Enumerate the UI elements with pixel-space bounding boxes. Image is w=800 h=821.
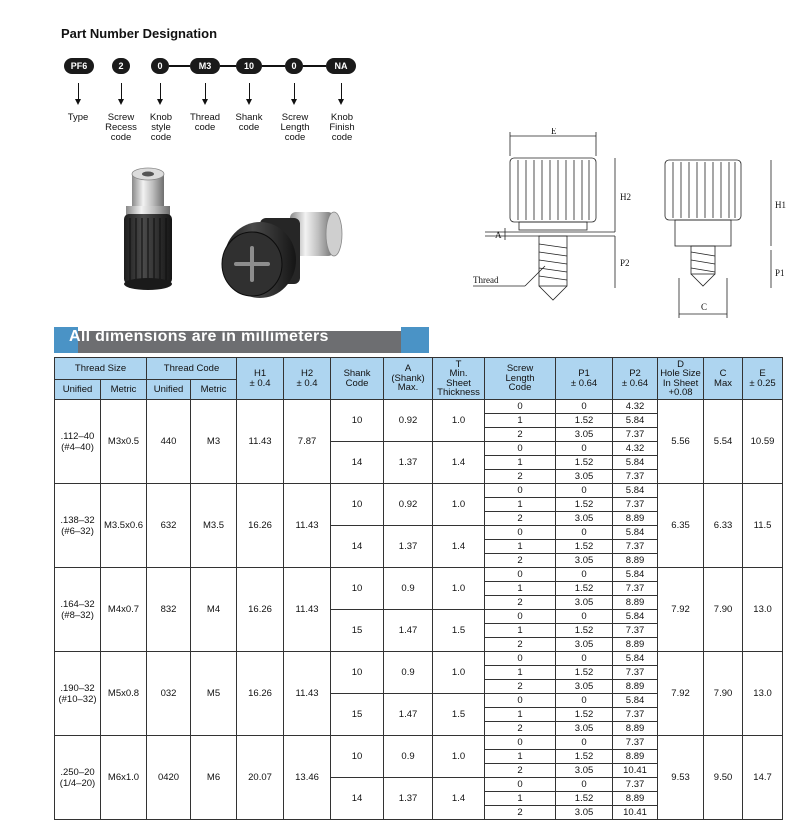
table-row: [55, 484, 783, 498]
cell-p2: 7.37: [613, 666, 658, 680]
cell-c: 9.50: [704, 736, 743, 820]
cell-t: 1.4: [433, 442, 485, 484]
cell-p2: 10.41: [613, 806, 658, 820]
code-pill: 0: [151, 58, 169, 74]
cell-p2: 5.84: [613, 456, 658, 470]
cell-p2: 7.37: [613, 498, 658, 512]
cell-p1: 1.52: [556, 708, 613, 722]
cell-metric: M3.5x0.6: [101, 484, 147, 568]
cell-screw-length: 1: [485, 666, 556, 680]
cell-a: 1.37: [384, 526, 433, 568]
cell-screw-length: 0: [485, 652, 556, 666]
down-arrow-icon: [160, 83, 161, 101]
cell-p2: 4.32: [613, 400, 658, 414]
cell-c: 6.33: [704, 484, 743, 568]
cell-a: 1.37: [384, 442, 433, 484]
cell-e: 13.0: [743, 568, 783, 652]
fastener-photo-standing: [124, 168, 172, 290]
cell-a: 0.92: [384, 484, 433, 526]
cell-p1: 3.05: [556, 554, 613, 568]
cell-h2: 11.43: [284, 484, 331, 568]
cell-screw-length: 1: [485, 414, 556, 428]
cell-p1: 3.05: [556, 512, 613, 526]
cell-screw-length: 2: [485, 512, 556, 526]
cell-p1: 0: [556, 442, 613, 456]
cell-c: 7.90: [704, 652, 743, 736]
label-thread: Thread: [473, 275, 499, 285]
cell-thread-code-unified: 032: [147, 652, 191, 736]
cell-p2: 5.84: [613, 694, 658, 708]
banner-text: All dimensions are in millimeters: [69, 328, 329, 345]
cell-e: 10.59: [743, 400, 783, 484]
cell-screw-length: 1: [485, 708, 556, 722]
code-pill: 0: [285, 58, 303, 74]
cell-h1: 11.43: [237, 400, 284, 484]
cell-p1: 0: [556, 652, 613, 666]
cell-p2: 7.37: [613, 582, 658, 596]
header-a: A (Shank) Max.: [384, 358, 433, 400]
label-h1: H1: [775, 200, 786, 210]
cell-p2: 7.37: [613, 778, 658, 792]
cell-thread-code-metric: M3: [191, 400, 237, 484]
cell-h1: 16.26: [237, 568, 284, 652]
cell-shank-code: 10: [331, 568, 384, 610]
cell-thread-code-metric: M4: [191, 568, 237, 652]
cell-screw-length: 2: [485, 764, 556, 778]
cell-h2: 13.46: [284, 736, 331, 820]
part-number-title: Part Number Designation: [61, 26, 218, 41]
header-unified: Unified: [55, 380, 101, 400]
cell-a: 1.47: [384, 610, 433, 652]
code-label: Knob Finish code: [329, 112, 355, 143]
cell-e: 14.7: [743, 736, 783, 820]
cell-p1: 0: [556, 610, 613, 624]
cell-t: 1.0: [433, 652, 485, 694]
cell-screw-length: 0: [485, 526, 556, 540]
cell-screw-length: 1: [485, 456, 556, 470]
cell-a: 0.9: [384, 652, 433, 694]
cell-d: 5.56: [658, 400, 704, 484]
cell-p2: 4.32: [613, 442, 658, 456]
cell-e: 13.0: [743, 652, 783, 736]
code-label: Knob style code: [149, 112, 173, 143]
cell-p1: 0: [556, 694, 613, 708]
cell-p2: 8.89: [613, 722, 658, 736]
cell-p2: 5.84: [613, 526, 658, 540]
cell-p1: 3.05: [556, 764, 613, 778]
cell-screw-length: 0: [485, 484, 556, 498]
cell-screw-length: 1: [485, 624, 556, 638]
label-a: A: [495, 230, 502, 240]
cell-d: 6.35: [658, 484, 704, 568]
cell-metric: M4x0.7: [101, 568, 147, 652]
cell-screw-length: 0: [485, 610, 556, 624]
cell-metric: M3x0.5: [101, 400, 147, 484]
down-arrow-icon: [294, 83, 295, 101]
cell-screw-length: 2: [485, 722, 556, 736]
cell-p1: 3.05: [556, 470, 613, 484]
cell-shank-code: 14: [331, 442, 384, 484]
cell-p1: 0: [556, 400, 613, 414]
down-arrow-icon: [249, 83, 250, 101]
cell-t: 1.5: [433, 694, 485, 736]
cell-t: 1.0: [433, 484, 485, 526]
cell-screw-length: 0: [485, 568, 556, 582]
cell-p2: 10.41: [613, 764, 658, 778]
cell-screw-length: 1: [485, 582, 556, 596]
cell-h2: 11.43: [284, 652, 331, 736]
cell-p1: 3.05: [556, 638, 613, 652]
cell-p2: 7.37: [613, 624, 658, 638]
code-separator: [303, 65, 326, 67]
header-p2: P2 ± 0.64: [613, 358, 658, 400]
cell-p2: 5.84: [613, 568, 658, 582]
cell-p1: 0: [556, 526, 613, 540]
cell-p1: 3.05: [556, 722, 613, 736]
down-arrow-icon: [78, 83, 79, 101]
cell-screw-length: 0: [485, 400, 556, 414]
cell-p2: 7.37: [613, 470, 658, 484]
cell-metric: M5x0.8: [101, 652, 147, 736]
cell-screw-length: 2: [485, 806, 556, 820]
code-label: Shank code: [235, 112, 263, 133]
header-h2: H2 ± 0.4: [284, 358, 331, 400]
cell-screw-length: 1: [485, 498, 556, 512]
cell-p2: 7.37: [613, 736, 658, 750]
dimension-table: [54, 357, 783, 820]
header-code-metric: Metric: [191, 380, 237, 400]
cell-unified: .250–20 (1/4–20): [55, 736, 101, 820]
cell-p2: 5.84: [613, 414, 658, 428]
header-h1: H1 ± 0.4: [237, 358, 284, 400]
header-c: C Max: [704, 358, 743, 400]
cell-shank-code: 10: [331, 400, 384, 442]
cell-e: 11.5: [743, 484, 783, 568]
cell-t: 1.4: [433, 526, 485, 568]
cell-h1: 20.07: [237, 736, 284, 820]
cell-screw-length: 1: [485, 792, 556, 806]
cell-thread-code-unified: 632: [147, 484, 191, 568]
cell-p1: 3.05: [556, 806, 613, 820]
cell-p2: 5.84: [613, 610, 658, 624]
cell-p2: 8.89: [613, 554, 658, 568]
cell-screw-length: 0: [485, 736, 556, 750]
cell-p1: 1.52: [556, 624, 613, 638]
cell-p1: 1.52: [556, 750, 613, 764]
header-thread-size: Thread Size: [55, 358, 147, 380]
code-separator: [220, 65, 236, 67]
cell-p2: 8.89: [613, 680, 658, 694]
header-d: D Hole Size In Sheet +0.08: [658, 358, 704, 400]
code-separator: [262, 65, 285, 67]
label-c: C: [701, 302, 708, 312]
header-t: T Min. Sheet Thickness: [433, 358, 485, 400]
cell-t: 1.0: [433, 736, 485, 778]
cell-thread-code-metric: M6: [191, 736, 237, 820]
cell-p2: 7.37: [613, 428, 658, 442]
code-separator: [169, 65, 190, 67]
cell-p1: 3.05: [556, 428, 613, 442]
label-e: E: [551, 128, 557, 136]
cell-p1: 1.52: [556, 582, 613, 596]
cell-a: 0.9: [384, 736, 433, 778]
cell-p1: 0: [556, 736, 613, 750]
cell-shank-code: 15: [331, 610, 384, 652]
cell-thread-code-metric: M3.5: [191, 484, 237, 568]
cell-p1: 1.52: [556, 498, 613, 512]
header-code-unified: Unified: [147, 380, 191, 400]
cell-h1: 16.26: [237, 484, 284, 568]
cell-screw-length: 2: [485, 638, 556, 652]
label-h2: H2: [620, 192, 631, 202]
cell-p1: 1.52: [556, 456, 613, 470]
down-arrow-icon: [205, 83, 206, 101]
cell-screw-length: 2: [485, 470, 556, 484]
cell-t: 1.0: [433, 568, 485, 610]
cell-t: 1.4: [433, 778, 485, 820]
cell-unified: .190–32 (#10–32): [55, 652, 101, 736]
header-screw-length: Screw Length Code: [485, 358, 556, 400]
header-p1: P1 ± 0.64: [556, 358, 613, 400]
fastener-photo-lying: [222, 212, 342, 298]
table-row: [55, 568, 783, 582]
code-label: Screw Recess code: [105, 112, 137, 143]
code-label: Screw Length code: [280, 112, 310, 143]
cell-screw-length: 0: [485, 694, 556, 708]
cell-screw-length: 0: [485, 442, 556, 456]
label-p1: P1: [775, 268, 785, 278]
code-label: Type: [67, 112, 89, 123]
cell-d: 7.92: [658, 568, 704, 652]
cell-shank-code: 15: [331, 694, 384, 736]
cell-unified: .112–40 (#4–40): [55, 400, 101, 484]
cell-p2: 5.84: [613, 652, 658, 666]
code-label: Thread code: [189, 112, 221, 133]
cell-metric: M6x1.0: [101, 736, 147, 820]
code-pill: M3: [190, 58, 220, 74]
code-pill: 2: [112, 58, 130, 74]
cell-c: 7.90: [704, 568, 743, 652]
cell-h1: 16.26: [237, 652, 284, 736]
cell-screw-length: 2: [485, 554, 556, 568]
cell-screw-length: 1: [485, 750, 556, 764]
down-arrow-icon: [341, 83, 342, 101]
cell-c: 5.54: [704, 400, 743, 484]
cell-h2: 11.43: [284, 568, 331, 652]
cell-thread-code-unified: 832: [147, 568, 191, 652]
cell-p1: 1.52: [556, 414, 613, 428]
table-row: [55, 400, 783, 414]
cell-p1: 1.52: [556, 666, 613, 680]
cell-thread-code-unified: 440: [147, 400, 191, 484]
header-shank-code: Shank Code: [331, 358, 384, 400]
cell-shank-code: 14: [331, 526, 384, 568]
cell-d: 9.53: [658, 736, 704, 820]
cell-a: 0.92: [384, 400, 433, 442]
cell-screw-length: 2: [485, 680, 556, 694]
cell-a: 1.37: [384, 778, 433, 820]
dimension-table-body: [55, 400, 783, 820]
cell-p2: 8.89: [613, 792, 658, 806]
header-e: E ± 0.25: [743, 358, 783, 400]
cell-shank-code: 10: [331, 652, 384, 694]
cell-p2: 7.37: [613, 708, 658, 722]
label-p2: P2: [620, 258, 630, 268]
down-arrow-icon: [121, 83, 122, 101]
cell-p1: 1.52: [556, 540, 613, 554]
cell-p2: 8.89: [613, 596, 658, 610]
dimension-drawing: [465, 128, 790, 323]
table-row: [55, 652, 783, 666]
cell-unified: .164–32 (#8–32): [55, 568, 101, 652]
cell-t: 1.0: [433, 400, 485, 442]
cell-screw-length: 2: [485, 428, 556, 442]
cell-p1: 0: [556, 484, 613, 498]
cell-thread-code-metric: M5: [191, 652, 237, 736]
cell-screw-length: 2: [485, 596, 556, 610]
cell-screw-length: 1: [485, 540, 556, 554]
units-banner: [54, 327, 429, 353]
cell-unified: .138–32 (#6–32): [55, 484, 101, 568]
cell-d: 7.92: [658, 652, 704, 736]
cell-p1: 0: [556, 778, 613, 792]
cell-p2: 8.89: [613, 512, 658, 526]
cell-p1: 3.05: [556, 680, 613, 694]
cell-screw-length: 0: [485, 778, 556, 792]
code-pill: 10: [236, 58, 262, 74]
cell-h2: 7.87: [284, 400, 331, 484]
cell-a: 0.9: [384, 568, 433, 610]
cell-a: 1.47: [384, 694, 433, 736]
cell-t: 1.5: [433, 610, 485, 652]
table-row: [55, 736, 783, 750]
cell-shank-code: 10: [331, 736, 384, 778]
cell-p1: 3.05: [556, 596, 613, 610]
cell-shank-code: 14: [331, 778, 384, 820]
cell-p2: 8.89: [613, 638, 658, 652]
cell-thread-code-unified: 0420: [147, 736, 191, 820]
header-metric: Metric: [101, 380, 147, 400]
product-photos: [110, 160, 360, 320]
code-pill: NA: [326, 58, 356, 74]
cell-p2: 7.37: [613, 540, 658, 554]
cell-shank-code: 10: [331, 484, 384, 526]
code-pill: PF6: [64, 58, 94, 74]
cell-p1: 1.52: [556, 792, 613, 806]
cell-p2: 5.84: [613, 484, 658, 498]
cell-p1: 0: [556, 568, 613, 582]
header-thread-code: Thread Code: [147, 358, 237, 380]
cell-p2: 8.89: [613, 750, 658, 764]
